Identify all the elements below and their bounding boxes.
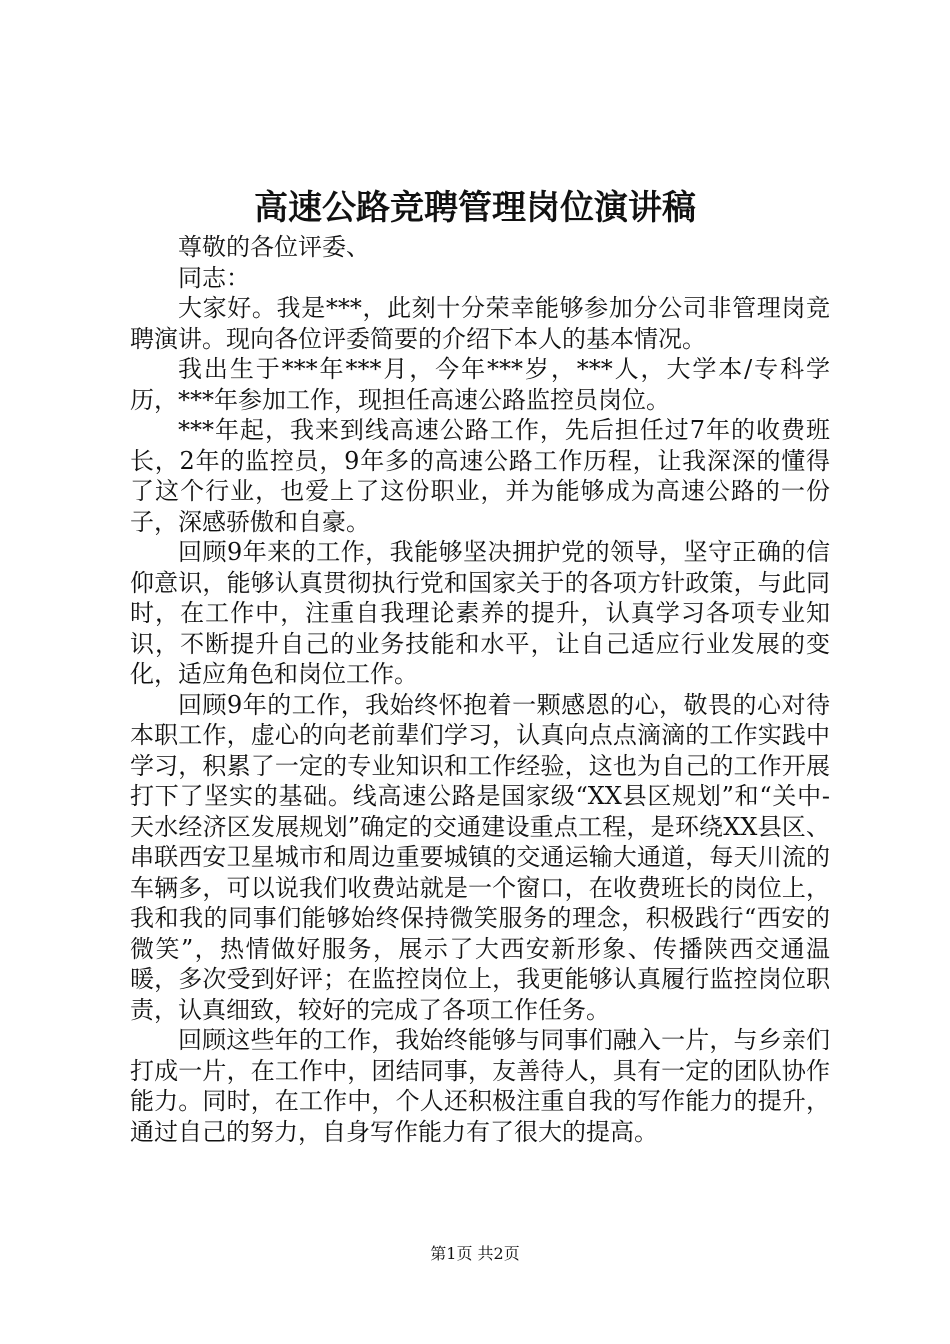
paragraph-salutation: 尊敬的各位评委、 bbox=[178, 233, 370, 261]
paragraph: 大家好。我是***，此刻十分荣幸能够参加分公司非管理岗竞聘演讲。现向各位评委简要的介绍下本人的基本情况。 bbox=[130, 294, 830, 353]
paragraph-salutation-2: 同志： bbox=[178, 263, 250, 292]
paragraph: 我出生于***年***月，今年***岁，***人，大学本/专科学历，***年参加工作，现担任高速公路监控员岗位。 bbox=[130, 355, 830, 414]
document-body bbox=[130, 232, 830, 1147]
paragraph: 回顾9年来的工作，我能够坚决拥护党的领导，坚守正确的信仰意识，能够认真贯彻执行党和国家关于的各项方针政策，与此同时，在工作中，注重自我理论素养的提升，认真学习各项专业知识，不断提升自己的业务技能和水平，让自己适应行业发展的变化，适应角色和岗位工作。 bbox=[130, 538, 830, 688]
paragraph: 回顾这些年的工作，我始终能够与同事们融入一片，与乡亲们打成一片，在工作中，团结同事，友善待人，具有一定的团队协作能力。同时，在工作中，个人还积极注重自我的写作能力的提升，通过自己的努力，自身写作能力有了很大的提高。 bbox=[130, 1026, 830, 1146]
paragraph: ***年起，我来到线高速公路工作，先后担任过7年的收费班长，2年的监控员，9年多的高速公路工作历程，让我深深的懂得了这个行业，也爱上了这份职业，并为能够成为高速公路的一份子，深感骄傲和自豪。 bbox=[130, 416, 830, 536]
page-number-footer: 第1页 共2页 bbox=[430, 1244, 520, 1263]
document-title: 高速公路竞聘管理岗位演讲稿 bbox=[254, 188, 696, 228]
paragraph: 回顾9年的工作，我始终怀抱着一颗感恩的心，敬畏的心对待本职工作，虚心的向老前辈们学习，认真向点点滴滴的工作实践中学习，积累了一定的专业知识和工作经验，这也为自己的工作开展打下了坚实的基础。线高速公路是国家级“XX县区规划”和“关中-天水经济区发展规划”确定的交通建设重点工程，是环绕XX县区、串联西安卫星城市和周边重要城镇的交通运输大通道，每天川流的车辆多，可以说我们收费站就是一个窗口，在收费班长的岗位上，我和我的同事们能够始终保持微笑服务的理念，积极践行“西安的微笑”，热情做好服务，展示了大西安新形象、传播陕西交通温暖，多次受到好评；在监控岗位上，我更能够认真履行监控岗位职责，认真细致，较好的完成了各项工作任务。 bbox=[130, 690, 830, 1024]
